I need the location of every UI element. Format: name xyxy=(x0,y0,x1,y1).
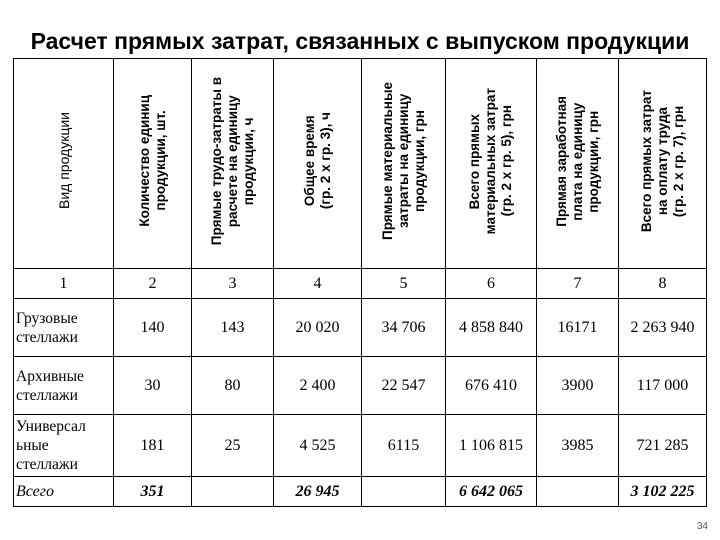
header-material-per-unit xyxy=(362,59,446,269)
header-total-time xyxy=(274,59,362,269)
total-cell xyxy=(362,477,446,507)
column-number: 7 xyxy=(537,269,619,299)
table-cell: 16171 xyxy=(537,299,619,357)
column-number: 8 xyxy=(619,269,707,299)
total-cell xyxy=(537,477,619,507)
table-cell: 34 706 xyxy=(362,299,446,357)
table-cell: 1 106 815 xyxy=(446,415,537,477)
table-cell: 22 547 xyxy=(362,357,446,415)
direct-costs-table xyxy=(13,58,707,507)
header-labor-per-unit xyxy=(192,59,274,269)
header-label: Прямые трудо-затраты в расчете на единицу продукции, ч xyxy=(208,76,256,246)
header-product-type xyxy=(14,59,114,269)
header-label: Вид продукции xyxy=(55,112,72,210)
product-name: Архивные стеллажи xyxy=(14,357,114,415)
total-cell: 351 xyxy=(114,477,192,507)
header-row xyxy=(14,59,707,269)
total-cell: 6 642 065 xyxy=(446,477,537,507)
total-row xyxy=(14,477,707,507)
header-label: Прямые материальные затраты на единицу продукции, грн xyxy=(379,82,427,240)
table-row xyxy=(14,357,707,415)
table-cell: 2 400 xyxy=(274,357,362,415)
total-label: Всего xyxy=(14,477,114,507)
product-name: Универсал ьные стеллажи xyxy=(14,415,114,477)
product-name: Грузовые стеллажи xyxy=(14,299,114,357)
table-cell: 80 xyxy=(192,357,274,415)
table-cell: 117 000 xyxy=(619,357,707,415)
table-row xyxy=(14,299,707,357)
header-label: Всего прямых материальных затрат (гр. 2 х гр. 5), грн xyxy=(467,87,514,235)
table-cell: 181 xyxy=(114,415,192,477)
column-number-row xyxy=(14,269,707,299)
table-cell: 20 020 xyxy=(274,299,362,357)
table-row xyxy=(14,415,707,477)
header-quantity xyxy=(114,59,192,269)
column-number: 5 xyxy=(362,269,446,299)
table-cell: 25 xyxy=(192,415,274,477)
table-cell: 143 xyxy=(192,299,274,357)
table-cell: 676 410 xyxy=(446,357,537,415)
total-cell xyxy=(192,477,274,507)
header-label: Прямая заработная плата на единицу продукции, грн xyxy=(553,95,601,227)
header-label: Общее время (гр. 2 х гр. 3), ч xyxy=(301,112,333,210)
table-cell: 140 xyxy=(114,299,192,357)
table-cell: 6115 xyxy=(362,415,446,477)
header-wage-per-unit xyxy=(537,59,619,269)
header-total-labor-cost xyxy=(619,59,707,269)
column-number: 2 xyxy=(114,269,192,299)
header-label: Всего прямых затрат на оплату труда (гр. 2 х гр. 7), грн xyxy=(638,89,686,233)
column-number: 3 xyxy=(192,269,274,299)
table-cell: 3900 xyxy=(537,357,619,415)
header-label: Количество единиц продукции, шт. xyxy=(136,95,168,227)
header-total-material xyxy=(446,59,537,269)
table-cell: 4 525 xyxy=(274,415,362,477)
page-number: 34 xyxy=(696,521,708,532)
column-number: 1 xyxy=(14,269,114,299)
table-cell: 30 xyxy=(114,357,192,415)
total-cell: 26 945 xyxy=(274,477,362,507)
table-cell: 2 263 940 xyxy=(619,299,707,357)
table-cell: 721 285 xyxy=(619,415,707,477)
total-cell: 3 102 225 xyxy=(619,477,707,507)
table-cell: 4 858 840 xyxy=(446,299,537,357)
table-cell: 3985 xyxy=(537,415,619,477)
column-number: 6 xyxy=(446,269,537,299)
page-title: Расчет прямых затрат, связанных с выпуском продукции xyxy=(30,28,690,54)
column-number: 4 xyxy=(274,269,362,299)
